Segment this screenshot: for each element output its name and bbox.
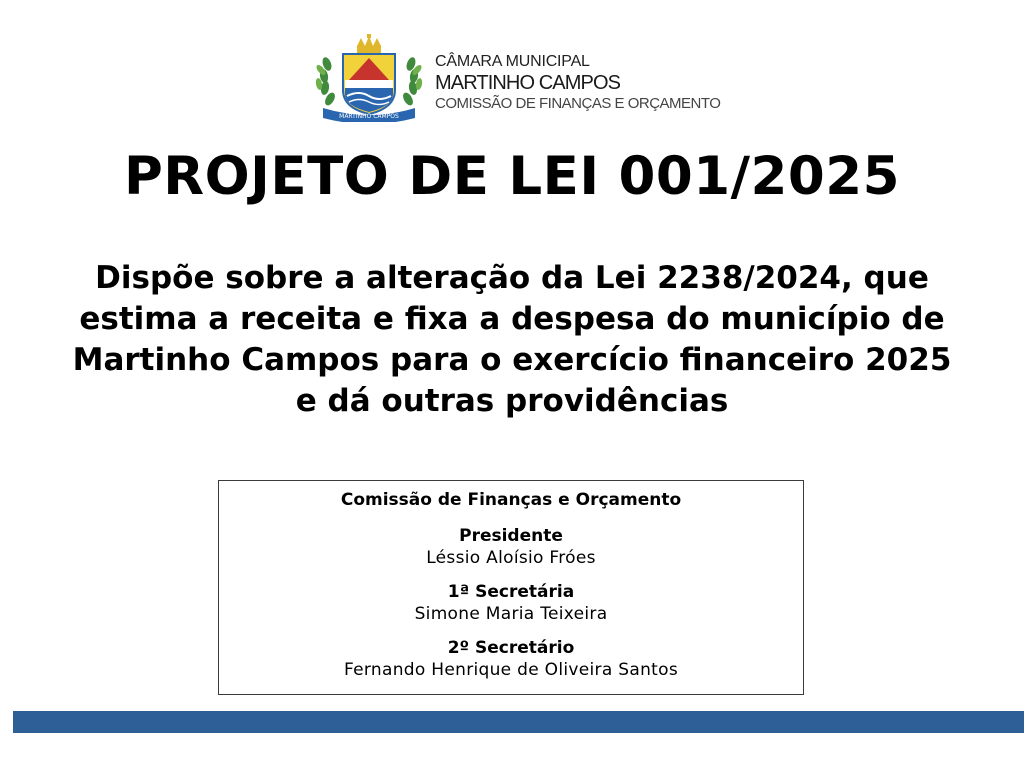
- municipal-crest-logo: [315, 34, 423, 122]
- committee-member: [219, 525, 803, 569]
- member-role: 1ª Secretária: [447, 582, 575, 602]
- laurel-left: [315, 56, 337, 107]
- committee-title: Comissão de Finanças e Orçamento: [340, 490, 682, 510]
- bill-title: PROJETO DE LEI 001/2025: [123, 146, 901, 207]
- member-role: 2º Secretário: [447, 638, 575, 658]
- commission-label: COMISSÃO DE FINANÇAS E ORÇAMENTO: [435, 95, 721, 112]
- chamber-label: CÂMARA MUNICIPAL: [435, 53, 590, 70]
- member-role: Presidente: [459, 526, 563, 546]
- member-name: Simone Maria Teixeira: [414, 604, 608, 624]
- member-name: Fernando Henrique de Oliveira Santos: [344, 660, 678, 680]
- committee-member: [219, 581, 803, 625]
- header: [315, 34, 755, 124]
- member-name: Léssio Aloísio Fróes: [426, 548, 596, 568]
- committee-box: [218, 480, 804, 695]
- bill-subtitle: Dispõe sobre a alteração da Lei 2238/2024, que estima a receita e fixa a despesa do município de Martinho Campos para o exercício financeiro 2025 e dá outras providências: [72, 260, 952, 419]
- laurel-right: [401, 56, 423, 107]
- footer-bar: [13, 711, 1024, 733]
- svg-text:MARTINHO CAMPOS: MARTINHO CAMPOS: [339, 113, 399, 120]
- city-name: MARTINHO CAMPOS: [435, 72, 621, 94]
- header-text: [435, 54, 720, 111]
- committee-member: [219, 637, 803, 681]
- crest-crown: [357, 34, 381, 54]
